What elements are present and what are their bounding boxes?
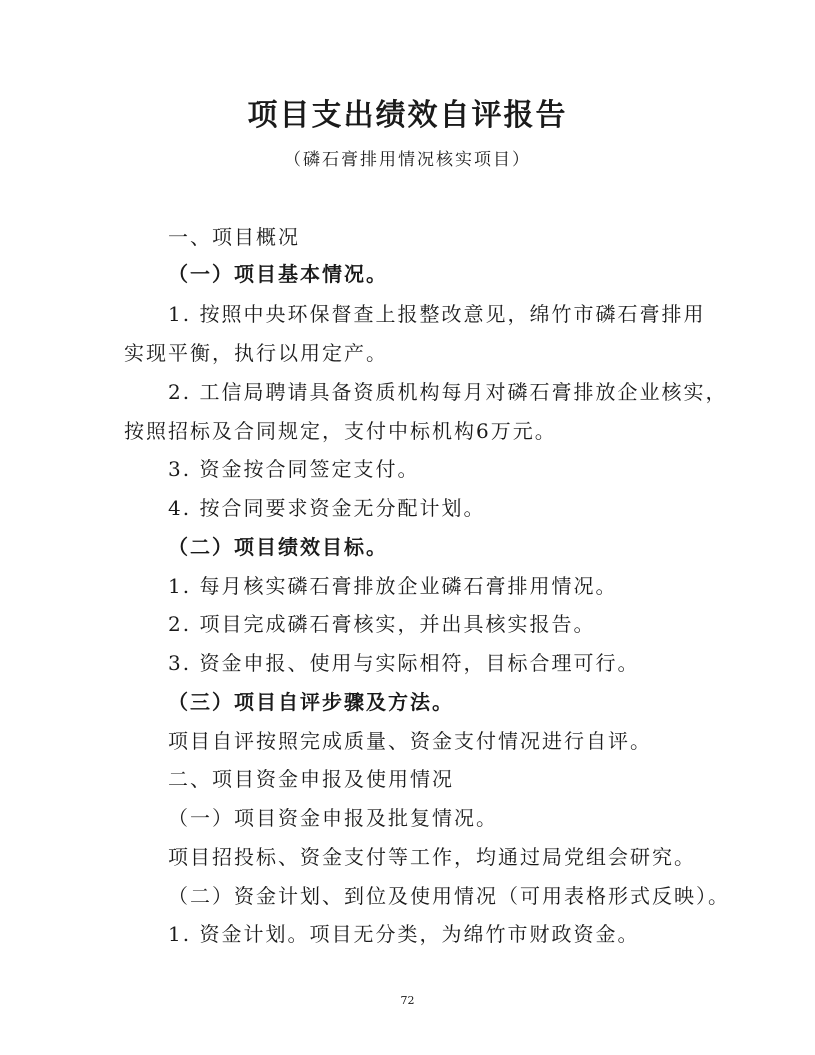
section-heading-project-overview: 一、项目概况 (168, 225, 300, 249)
subsection-heading-performance-goals: （二）项目绩效目标。 (168, 535, 388, 559)
paragraph-line: 3. 资金按合同签定支付。 (168, 457, 420, 481)
page-number: 72 (400, 994, 415, 1007)
subsection-heading-basic-info: （一）项目基本情况。 (168, 262, 388, 286)
subsection-heading-self-eval-steps: （三）项目自评步骤及方法。 (168, 690, 454, 714)
paragraph-line: 1. 按照中央环保督查上报整改意见，绵竹市磷石膏排用 (168, 302, 706, 326)
subsection-heading-funding-plan: （二）资金计划、到位及使用情况（可用表格形式反映）。 (168, 884, 730, 908)
paragraph-line: 1. 每月核实磷石膏排放企业磷石膏排用情况。 (168, 574, 618, 598)
document-title: 项目支出绩效自评报告 (247, 98, 568, 133)
paragraph-line: 2. 工信局聘请具备资质机构每月对磷石膏排放企业核实， (168, 380, 728, 404)
document-subtitle: （磷石膏排用情况核实项目） (284, 150, 531, 170)
section-heading-funding: 二、项目资金申报及使用情况 (168, 767, 454, 791)
paragraph-line: 实现平衡，执行以用定产。 (124, 341, 388, 365)
paragraph-line: 1. 资金计划。项目无分类，为绵竹市财政资金。 (168, 922, 640, 946)
paragraph-line: 按照招标及合同规定，支付中标机构6万元。 (124, 419, 557, 443)
paragraph-line: 项目自评按照完成质量、资金支付情况进行自评。 (168, 729, 652, 753)
paragraph-line: 项目招投标、资金支付等工作，均通过局党组会研究。 (168, 845, 696, 869)
paragraph-line: 2. 项目完成磷石膏核实，并出具核实报告。 (168, 612, 596, 636)
subsection-heading-funding-approval: （一）项目资金申报及批复情况。 (168, 806, 498, 830)
paragraph-line: 3. 资金申报、使用与实际相符，目标合理可行。 (168, 651, 640, 675)
paragraph-line: 4. 按合同要求资金无分配计划。 (168, 496, 486, 520)
